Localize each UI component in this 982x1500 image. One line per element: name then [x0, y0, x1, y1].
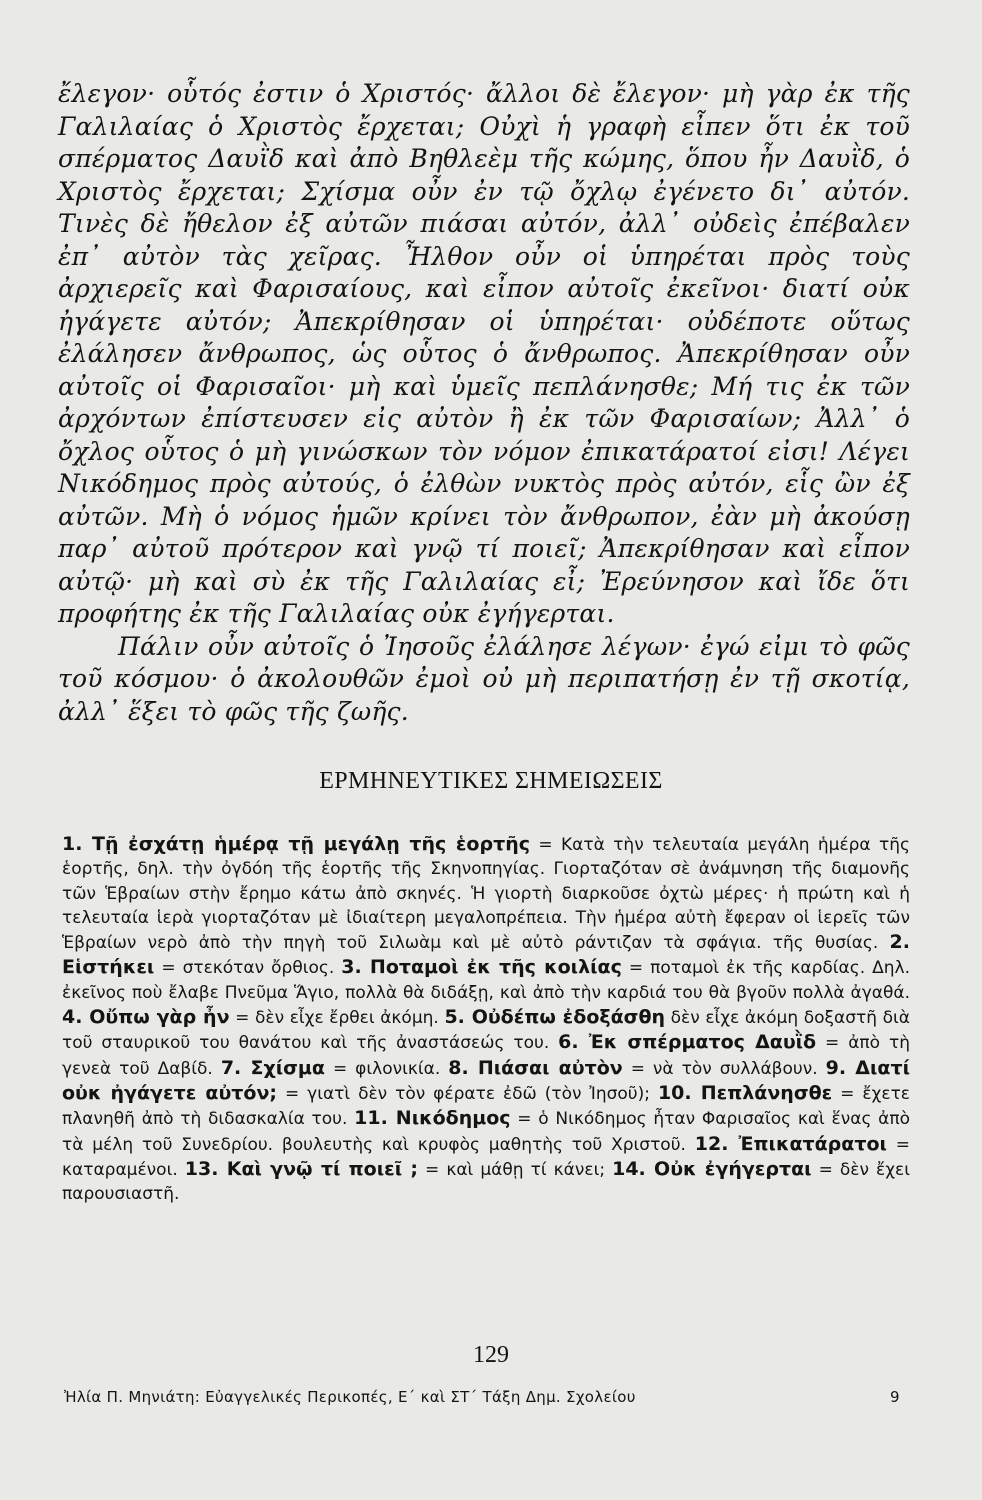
scripture-paragraph: Πάλιν οὖν αὐτοῖς ὁ Ἰησοῦς ἐλάλησε λέγων· ἐγώ εἰμι τὸ φῶς τοῦ κόσμου· ὁ ἀκολουθῶν ἐμοὶ οὐ μὴ περιπατήσῃ ἐν τῇ σκοτίᾳ, ἀλλ᾿ ἕξει τὸ φῶς τῆς ζωῆς.: [58, 631, 910, 726]
note-text: δὲν εἶχε ἀκόμη δοξαστῆ διὰ τοῦ σταυρικοῦ του θανάτου καὶ τῆς ἀναστάσεώς του.: [62, 1008, 910, 1054]
note-text: = Κατὰ τὴν τελευταία μεγάλη ἡμέρα τῆς ἑορτῆς, δηλ. τὴν ὀγδόη τῆς ἑορτῆς τῆς Σκηνοπηγίας. Γιορταζόταν σὲ ἀνάμνηση τῆς διαμονῆς τῶν Ἑβραίων στὴν ἔρημο κάτω ἀπὸ σκηνές. Ἡ γιορτὴ διαρκοῦσε ὀχτὼ μέρες· ἡ πρώτη καὶ ἡ τελευταία ἱερὰ γιορταζόταν μὲ ἰδιαίτερη μεγαλοπρέπεια. Τὴν ἡμέρα αὐτὴ ἔφεραν οἱ ἱερεῖς τῶν Ἑβραίων νερὸ ἀπὸ τὴν πηγὴ τοῦ Σιλωὰμ καὶ μὲ αὐτὸ ράντιζαν τὰ σφάγια. τῆς θυσίας.: [62, 835, 911, 954]
note-number: 14.: [612, 1157, 655, 1180]
footer-signature-number: 9: [890, 1388, 900, 1406]
note-term: Διατί οὐκ ἠγάγετε αὐτόν;: [62, 1056, 910, 1104]
note-term: Νικόδημος: [395, 1107, 511, 1130]
note-text: = δὲν ἔχει παρουσιαστῆ.: [62, 1159, 910, 1205]
note-text: = ὁ Νικόδημος ἦταν Φαρισαῖος καὶ ἕνας ἀπὸ τὰ μέλη τοῦ Συνεδρίου. βουλευτὴς καὶ κρυφὸς μαθητὴς τοῦ Χριστοῦ.: [62, 1109, 911, 1155]
note-text: = νὰ τὸν συλλάβουν.: [622, 1058, 826, 1079]
note-number: 2.: [889, 931, 910, 954]
note-number: 6.: [558, 1031, 589, 1054]
note-number: 7.: [220, 1056, 251, 1079]
footer-citation: Ἠλία Π. Μηνιάτη: Εὐαγγελικές Περικοπές, Ε΄ καὶ ΣΤ΄ Τάξη Δημ. Σχολείου: [64, 1388, 636, 1406]
note-text: = ἀπὸ τὴ γενεὰ τοῦ Δαβίδ.: [62, 1033, 911, 1079]
page-number: 129: [473, 1342, 509, 1368]
note-number: 11.: [354, 1107, 396, 1130]
note-term: Πεπλάνησθε: [700, 1081, 833, 1104]
section-heading: ΕΡΜΗΝΕΥΤΙΚΕΣ ΣΗΜΕΙΩΣΕΙΣ: [319, 768, 663, 794]
note-number: 9.: [825, 1056, 856, 1079]
note-term: Ἐκ σπέρματος Δαυῒδ: [588, 1031, 817, 1054]
note-number: 5.: [444, 1006, 472, 1029]
note-term: Πιάσαι αὐτὸν: [477, 1056, 623, 1079]
note-text: = γιατὶ δὲν τὸν φέρατε ἐδῶ (τὸν Ἰησοῦ);: [277, 1083, 658, 1104]
note-term: Ποταμοὶ ἐκ τῆς κοιλίας: [369, 956, 622, 979]
note-text: = ἔχετε πλανηθῆ ἀπὸ τὴ διδασκαλία του.: [62, 1083, 910, 1130]
note-term: Σχίσμα: [250, 1056, 325, 1079]
note-text: = φιλονικία.: [324, 1058, 449, 1079]
scripture-text: [58, 78, 910, 728]
note-term: Καὶ γνῷ τί ποιεῖ ;: [226, 1157, 418, 1180]
note-number: 1.: [62, 833, 93, 855]
note-number: 13.: [184, 1157, 227, 1180]
note-text: = δὲν εἶχε ἔρθει ἀκόμη.: [229, 1008, 445, 1029]
note-number: 3.: [341, 956, 370, 979]
scripture-paragraph: ἔλεγον· οὗτός ἐστιν ὁ Χριστός· ἄλλοι δὲ ἔλεγον· μὴ γὰρ ἐκ τῆς Γαλιλαίας ὁ Χριστὸς ἔρχεται; Οὐχὶ ἡ γραφὴ εἶπεν ὅτι ἐκ τοῦ σπέρματος Δαυῒδ καὶ ἀπὸ Βηθλεὲμ τῆς κώμης, ὅπου ἦν Δαυῒδ, ὁ Χριστὸς ἔρχεται; Σχίσμα οὖν ἐν τῷ ὄχλῳ ἐγένετο δι᾿ αὐτόν. Τινὲς δὲ ἤθελον ἐξ αὐτῶν πιάσαι αὐτόν, ἀλλ᾿ οὐδεὶς ἐπέβαλεν ἐπ᾿ αὐτὸν τὰς χεῖρας. Ἦλθον οὖν οἱ ὑπηρέται πρὸς τοὺς ἀρχιερεῖς καὶ Φαρισαίους, καὶ εἶπον αὐτοῖς ἐκεῖνοι· διατί οὐκ ἠγάγετε αὐτόν; Ἀπεκρίθησαν οἱ ὑπηρέται· οὐδέποτε οὕτως ἐλάλησεν ἄνθρωπος, ὡς οὗτος ὁ ἄνθρωπος. Ἀπεκρίθησαν οὖν αὐτοῖς οἱ Φαρισαῖοι· μὴ καὶ ὑμεῖς πεπλάνησθε; Μή τις ἐκ τῶν ἀρχόντων ἐπίστευσεν εἰς αὐτὸν ἢ ἐκ τῶν Φαρισαίων; Ἀλλ᾿ ὁ ὄχλος οὗτος ὁ μὴ γινώσκων τὸν νόμον ἐπικατάρατοί εἰσι! Λέγει Νικόδημος πρὸς αὐτούς, ὁ ἐλθὼν νυκτὸς πρὸς αὐτόν, εἷς ὢν ἐξ αὐτῶν. Μὴ ὁ νόμος ἡμῶν κρίνει τὸν ἄνθρωπον, ἐὰν μὴ ἀκούσῃ παρ᾿ αὐτοῦ πρότερον καὶ γνῷ τί ποιεῖ; Ἀπεκρίθησαν καὶ εἶπον αὐτῷ· μὴ καὶ σὺ ἐκ τῆς Γαλιλαίας εἶ; Ἐρεύνησον καὶ ἴδε ὅτι προφήτης ἐκ τῆς Γαλιλαίας οὐκ ἐγήγερται.: [58, 79, 910, 628]
note-term: Οὐκ ἐγήγερται: [654, 1157, 812, 1180]
note-term: Οὐδέπω ἐδοξάσθη: [471, 1006, 666, 1029]
note-text: = στεκόταν ὄρθιος.: [154, 958, 342, 979]
note-term: Ἐπικατάρατοι: [738, 1132, 887, 1155]
note-number: 10.: [657, 1081, 701, 1104]
note-text: = καταραμένοι.: [62, 1134, 910, 1180]
note-number: 4.: [62, 1006, 90, 1029]
note-term: Εἱστήκει: [62, 956, 155, 979]
note-number: 8.: [448, 1056, 478, 1079]
note-number: 12.: [694, 1132, 739, 1155]
note-term: Οὔπω γὰρ ἦν: [89, 1006, 230, 1029]
note-text: = καὶ μάθῃ τί κάνει;: [417, 1159, 613, 1180]
note-text: = ποταμοὶ ἐκ τῆς καρδίας. Δηλ. ἐκεῖνος ποὺ ἔλαβε Πνεῦμα Ἅγιο, πολλὰ θὰ διδάξῃ, καὶ ἀπὸ τὴν καρδιά του θὰ βγοῦν πολλὰ ἀγαθά.: [62, 958, 910, 1003]
note-term: Τῇ ἐσχάτῃ ἡμέρᾳ τῇ μεγάλῃ τῆς ἑορτῆς: [92, 833, 530, 855]
explanatory-notes: [62, 832, 910, 1206]
